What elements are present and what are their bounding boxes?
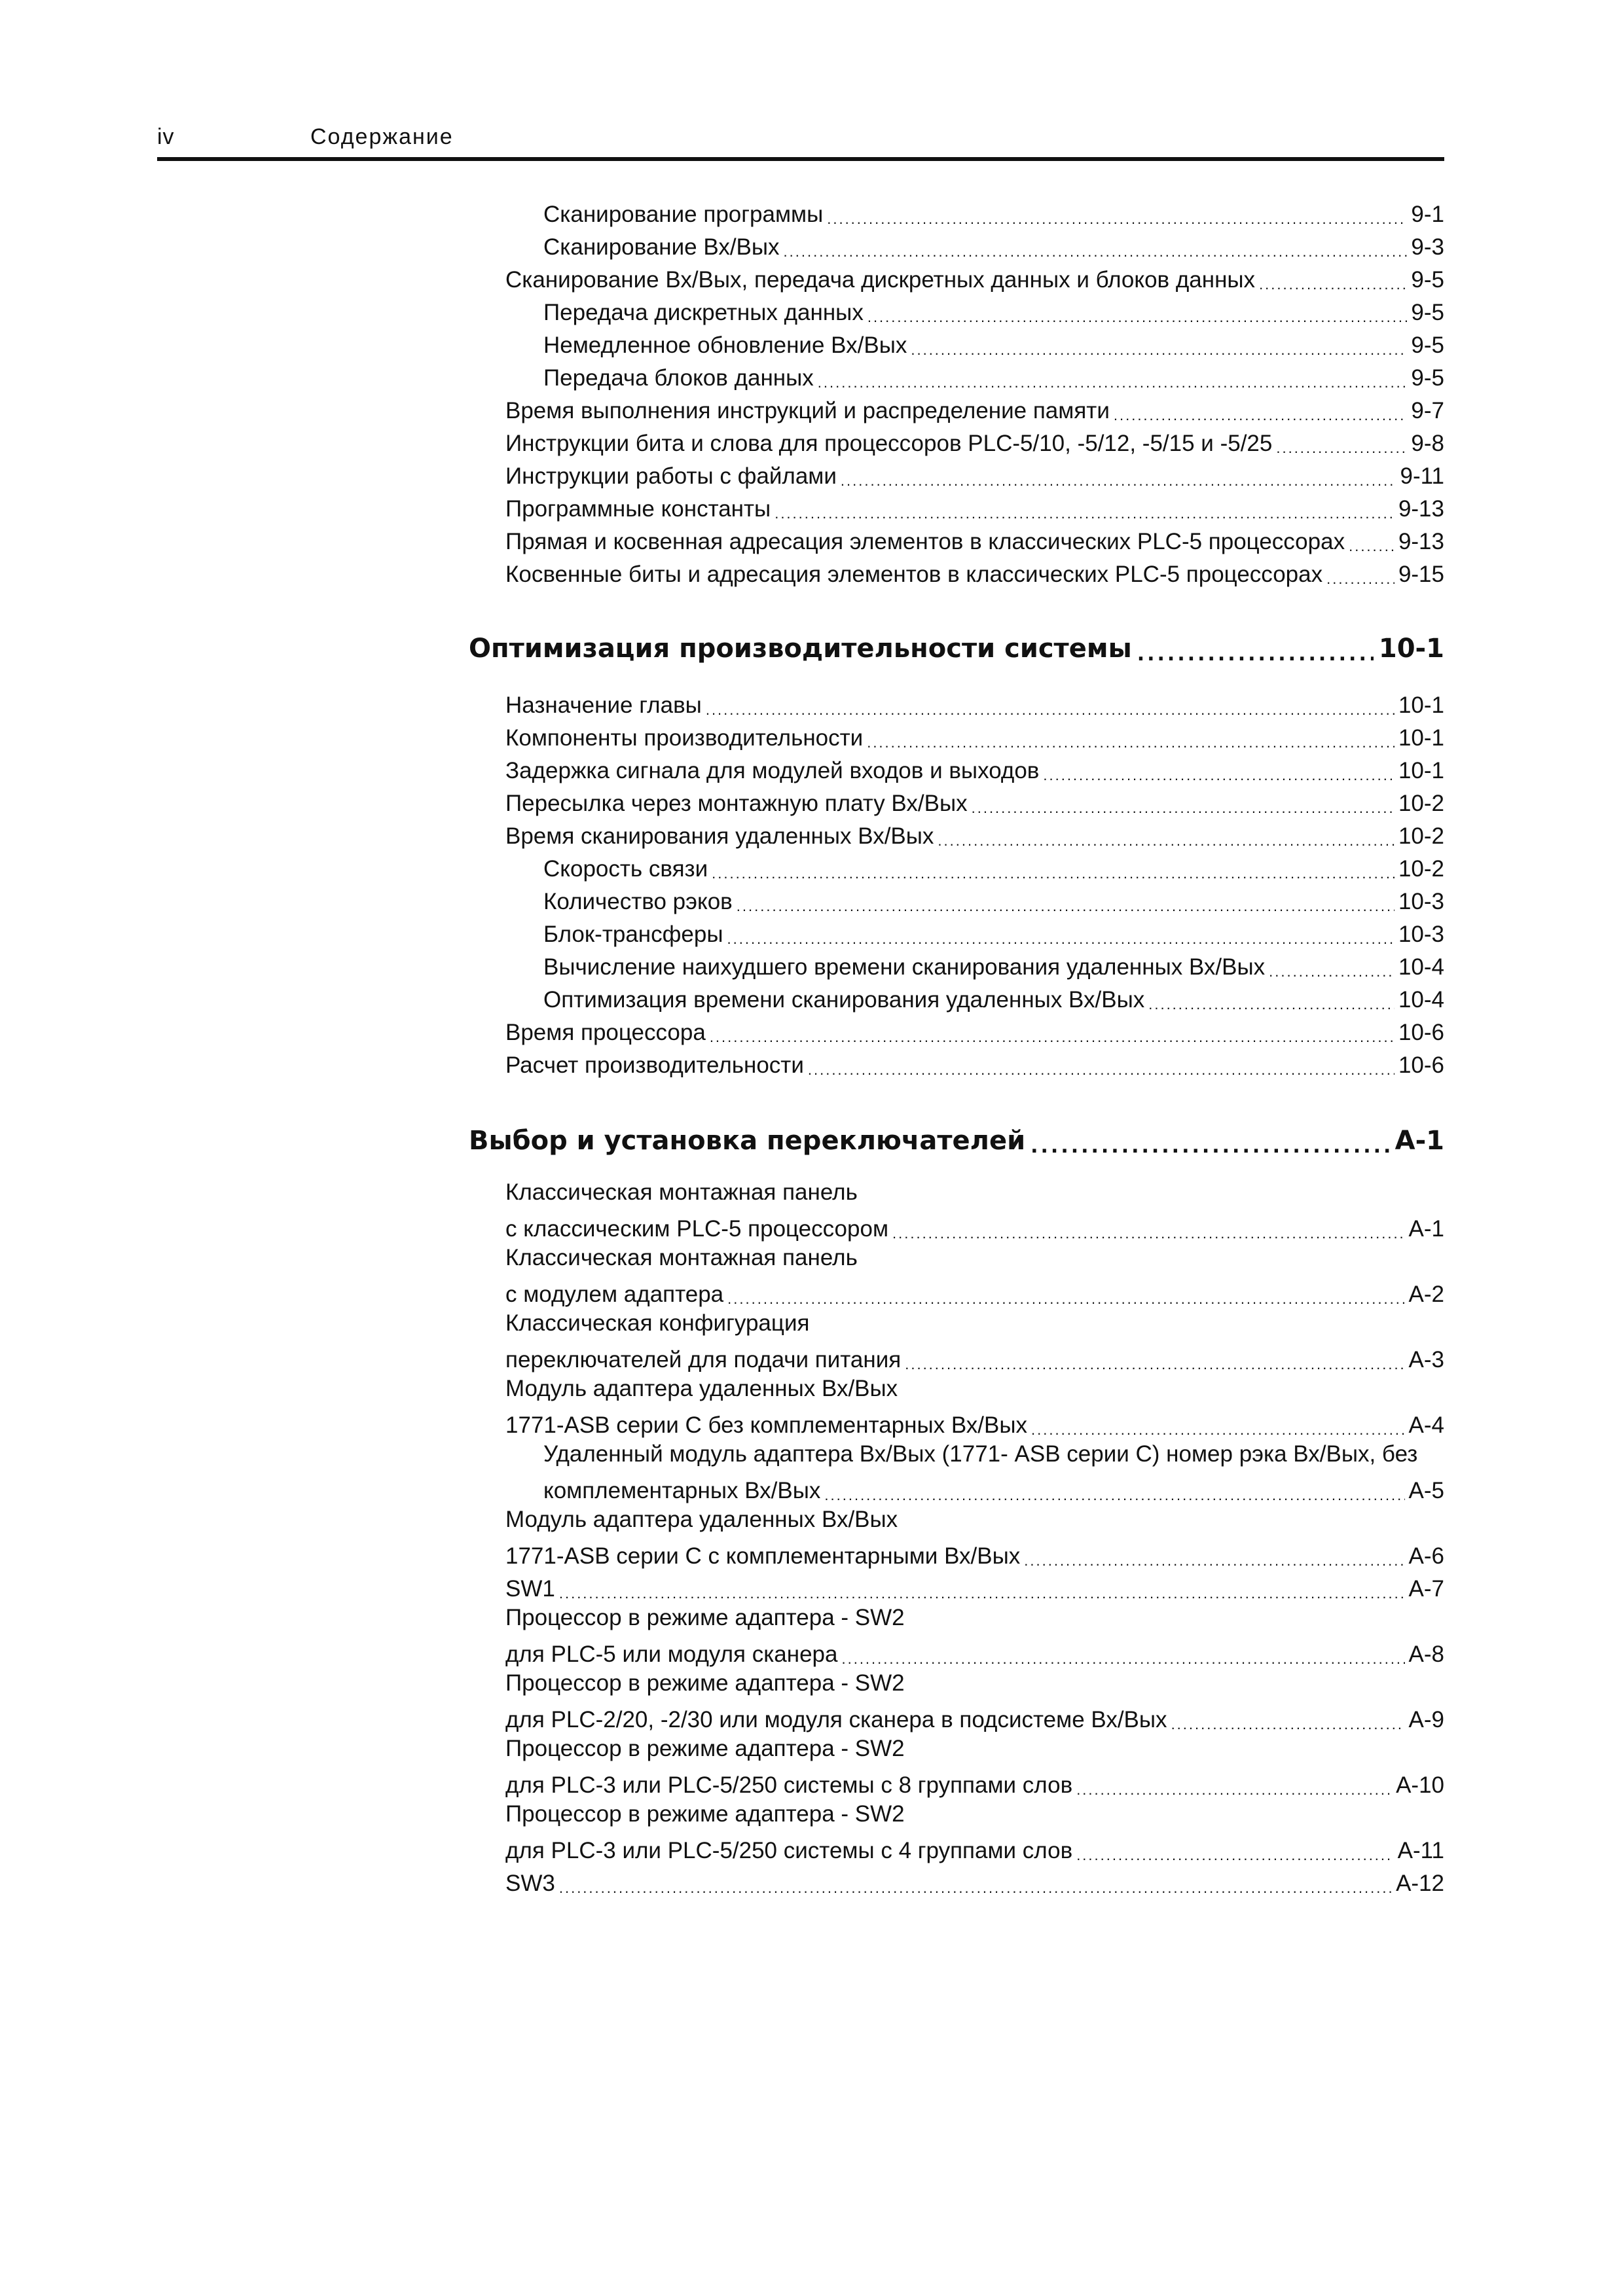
toc-entry[interactable] (505, 1407, 1444, 1440)
toc-entry[interactable] (543, 327, 1444, 360)
dot-leader (1137, 643, 1374, 666)
toc-entry-page: 9-13 (1398, 529, 1444, 554)
toc-entry-page: 9-5 (1411, 300, 1444, 325)
toc-entry-page: A-11 (1397, 1838, 1444, 1863)
toc-entry-title: Расчет производительности (505, 1052, 804, 1078)
toc-entry-title: для PLC-2/20, -2/30 или модуля сканера в подсистеме Вх/Вых (505, 1707, 1167, 1732)
toc-entry-page: A-1 (1408, 1216, 1444, 1242)
toc-entry-title: переключателей для подачи питания (505, 1347, 902, 1372)
toc-entry-title: Передача дискретных данных (543, 300, 864, 325)
dot-leader (841, 471, 1396, 491)
toc-entry-title: Передача блоков данных (543, 365, 814, 391)
dot-leader (1276, 439, 1407, 458)
toc-entry[interactable] (505, 1833, 1444, 1865)
toc-entry-title: комплементарных Вх/Вых (543, 1478, 821, 1503)
toc-entry-line1: Модуль адаптера удаленных Вх/Вых (505, 1376, 898, 1401)
toc-entry-page: 10-6 (1398, 1052, 1444, 1078)
toc-entry-page: 9-5 (1411, 332, 1444, 358)
toc-entry-title: для PLC-3 или PLC-5/250 системы с 4 группами слов (505, 1838, 1073, 1863)
toc-entry-title: 1771-ASB серии С с комплементарными Вх/Вых (505, 1543, 1021, 1569)
toc-entry-title: Время сканирования удаленных Вх/Вых (505, 823, 934, 849)
toc-entry-page: 10-2 (1398, 856, 1444, 882)
toc-entry[interactable] (505, 1865, 1444, 1898)
dot-leader (905, 1355, 1404, 1374)
toc-entry-page: 10-4 (1398, 987, 1444, 1013)
toc-entry-title: Немедленное обновление Вх/Вых (543, 332, 907, 358)
toc-entry[interactable] (543, 884, 1444, 916)
dot-leader (911, 340, 1407, 360)
toc-entry-title: для PLC-3 или PLC-5/250 системы с 8 группами слов (505, 1772, 1073, 1798)
toc-entry-page: 9-1 (1411, 202, 1444, 227)
toc-entry[interactable] (505, 458, 1444, 491)
toc-entry-title: Инструкции работы с файлами (505, 463, 837, 489)
toc-entry[interactable] (543, 360, 1444, 393)
toc-entry-page: 9-13 (1398, 496, 1444, 522)
toc-entry-line1: Процессор в режиме адаптера - SW2 (505, 1736, 905, 1761)
dot-leader (1269, 962, 1395, 982)
toc-entry[interactable] (505, 1047, 1444, 1080)
toc-entry[interactable] (543, 229, 1444, 262)
dot-leader (892, 1224, 1405, 1244)
toc-entry[interactable] (505, 524, 1444, 556)
toc-entry-title: с модулем адаптера (505, 1282, 724, 1307)
toc-entry-page: 9-5 (1411, 365, 1444, 391)
toc-entry-title: 1771-ASB серии С без комплементарных Вх/Вых (505, 1412, 1028, 1438)
page-number: iv (157, 124, 175, 149)
dot-leader (1259, 275, 1407, 295)
toc-entry-page: 10-3 (1398, 889, 1444, 914)
toc-entry-title: с классическим PLC-5 процессором (505, 1216, 889, 1242)
toc-entry-page: 10-6 (1398, 1020, 1444, 1045)
toc-entry[interactable] (505, 393, 1444, 425)
appendix-heading[interactable] (469, 1117, 1444, 1158)
dot-leader (559, 1878, 1392, 1898)
dot-leader (818, 373, 1408, 393)
toc-entry-title: Сканирование программы (543, 202, 824, 227)
toc-entry-page: 9-5 (1411, 267, 1444, 293)
chapter-heading[interactable] (469, 624, 1444, 666)
toc-entry-page: A-8 (1408, 1641, 1444, 1667)
toc-entry[interactable] (505, 818, 1444, 851)
dot-leader (1031, 1420, 1404, 1440)
toc-entry-page: 10-1 (1398, 758, 1444, 783)
toc-entry-title: Время процессора (505, 1020, 706, 1045)
toc-entry-title: Компоненты производительности (505, 725, 864, 751)
toc-entry[interactable] (543, 949, 1444, 982)
toc-entry-title: Прямая и косвенная адресация элементов в классических PLC-5 процессорах (505, 529, 1345, 554)
dot-leader (841, 1649, 1404, 1669)
dot-leader (938, 831, 1395, 851)
toc-entry-page: 9-15 (1398, 562, 1444, 587)
toc-entry-page: A-4 (1408, 1412, 1444, 1438)
toc-entry-title: SW3 (505, 1871, 555, 1896)
toc-entry-page: 10-3 (1398, 922, 1444, 947)
dot-leader (727, 929, 1395, 949)
toc-entry-page: A-9 (1408, 1707, 1444, 1732)
toc-entry[interactable] (543, 982, 1444, 1014)
dot-leader (712, 864, 1395, 884)
toc-entry-title: Пересылка через монтажную плату Вх/Вых (505, 791, 968, 816)
toc-entry-page: 9-11 (1400, 463, 1444, 489)
toc-entry-page: A-2 (1408, 1282, 1444, 1307)
toc-entry[interactable] (505, 753, 1444, 785)
toc-entry[interactable] (505, 1767, 1444, 1800)
dot-leader (710, 1028, 1395, 1047)
toc-entry-line1: Процессор в режиме адаптера - SW2 (505, 1605, 905, 1630)
dot-leader (559, 1584, 1405, 1604)
toc-entry-title: Назначение главы (505, 692, 702, 718)
toc-entry[interactable] (505, 1211, 1444, 1244)
toc-entry[interactable] (543, 916, 1444, 949)
dot-leader (1024, 1551, 1404, 1571)
toc-entry[interactable] (543, 196, 1444, 229)
toc-entry-line1: Процессор в режиме адаптера - SW2 (505, 1670, 905, 1696)
toc-entry[interactable] (505, 1636, 1444, 1669)
toc-entry[interactable] (543, 1473, 1444, 1505)
toc-entry-title: Оптимизация времени сканирования удаленных Вх/Вых (543, 987, 1145, 1013)
toc-entry-page: 10-2 (1398, 791, 1444, 816)
toc-entry-title: для PLC-5 или модуля сканера (505, 1641, 838, 1667)
toc-entry-title: Сканирование Вх/Вых (543, 234, 780, 260)
toc-entry-page: 9-7 (1411, 398, 1444, 423)
dot-leader (824, 1486, 1404, 1505)
chapter-page: 10-1 (1378, 634, 1444, 664)
toc-entry[interactable] (505, 262, 1444, 295)
toc-entry-line1: Классическая конфигурация (505, 1310, 810, 1336)
toc-entry-line1: Классическая монтажная панель (505, 1245, 858, 1270)
toc-entry-page: 10-1 (1398, 725, 1444, 751)
toc-entry-title: Скорость связи (543, 856, 708, 882)
toc-entry[interactable] (505, 687, 1444, 720)
dot-leader (1114, 406, 1408, 425)
dot-leader (867, 733, 1395, 753)
dot-leader (1349, 537, 1395, 556)
dot-leader (775, 504, 1395, 524)
dot-leader (827, 209, 1407, 229)
toc-entry-title: Задержка сигнала для модулей входов и выходов (505, 758, 1040, 783)
toc-entry-line1: Процессор в режиме адаптера - SW2 (505, 1801, 905, 1827)
dot-leader (808, 1060, 1395, 1080)
appendix-page: A-1 (1395, 1126, 1444, 1156)
toc-entry[interactable] (505, 491, 1444, 524)
dot-leader (1148, 995, 1395, 1014)
toc-entry[interactable] (505, 1571, 1444, 1604)
dot-leader (867, 308, 1408, 327)
toc-entry[interactable] (505, 1702, 1444, 1734)
toc-entry-page: A-6 (1408, 1543, 1444, 1569)
toc-entry-title: Вычисление наихудшего времени сканирования удаленных Вх/Вых (543, 954, 1266, 980)
toc-entry-title: Программные константы (505, 496, 771, 522)
toc-entry[interactable] (505, 556, 1444, 589)
dot-leader (1043, 766, 1395, 785)
toc-entry-title: Инструкции бита и слова для процессоров PLC-5/10, -5/12, -5/15 и -5/25 (505, 431, 1273, 456)
toc-entry[interactable] (543, 295, 1444, 327)
toc-entry-page: 10-2 (1398, 823, 1444, 849)
toc-entry-page: 10-4 (1398, 954, 1444, 980)
toc-entry[interactable] (505, 720, 1444, 753)
toc-entry[interactable] (505, 425, 1444, 458)
appendix-title: Выбор и установка переключателей (469, 1126, 1026, 1156)
toc-entry[interactable] (505, 1538, 1444, 1571)
toc-entry[interactable] (505, 1342, 1444, 1374)
toc-entry[interactable] (505, 1014, 1444, 1047)
toc-entry-page: 9-3 (1411, 234, 1444, 260)
toc-entry-page: 10-1 (1398, 692, 1444, 718)
dot-leader (737, 897, 1395, 916)
dot-leader (1076, 1780, 1392, 1800)
toc-entry-page: A-5 (1408, 1478, 1444, 1503)
toc-entry-title: Количество рэков (543, 889, 733, 914)
toc-entry[interactable] (505, 1276, 1444, 1309)
toc-entry-page: A-12 (1396, 1871, 1444, 1896)
chapter-title: Оптимизация производительности системы (469, 634, 1132, 664)
toc-entry-title: Блок-трансферы (543, 922, 723, 947)
toc-entry-page: A-3 (1408, 1347, 1444, 1372)
dot-leader (784, 242, 1408, 262)
toc-entry-line1: Модуль адаптера удаленных Вх/Вых (505, 1507, 898, 1532)
dot-leader (1326, 569, 1395, 589)
toc-entry-title: Сканирование Вх/Вых, передача дискретных данных и блоков данных (505, 267, 1256, 293)
toc-entry-title: Время выполнения инструкций и распределение памяти (505, 398, 1110, 423)
toc-entry-line1: Удаленный модуль адаптера Вх/Вых (1771- ASB серии С) номер рэка Вх/Вых, без (543, 1441, 1418, 1467)
toc-entry-title: Косвенные биты и адресация элементов в классических PLC-5 процессорах (505, 562, 1323, 587)
running-title: Содержание (310, 124, 454, 149)
toc-entry[interactable] (505, 785, 1444, 818)
dot-leader (706, 700, 1395, 720)
toc-entry-title: SW1 (505, 1576, 555, 1602)
dot-leader (972, 798, 1395, 818)
toc-entry-line1: Классическая монтажная панель (505, 1179, 858, 1205)
dot-leader (1030, 1135, 1389, 1158)
toc-entry-page: A-10 (1396, 1772, 1444, 1798)
dot-leader (1076, 1846, 1393, 1865)
dot-leader (1171, 1715, 1405, 1734)
toc-entry-page: A-7 (1408, 1576, 1444, 1602)
dot-leader (727, 1289, 1404, 1309)
toc-entry-page: 9-8 (1411, 431, 1444, 456)
toc-entry[interactable] (543, 851, 1444, 884)
